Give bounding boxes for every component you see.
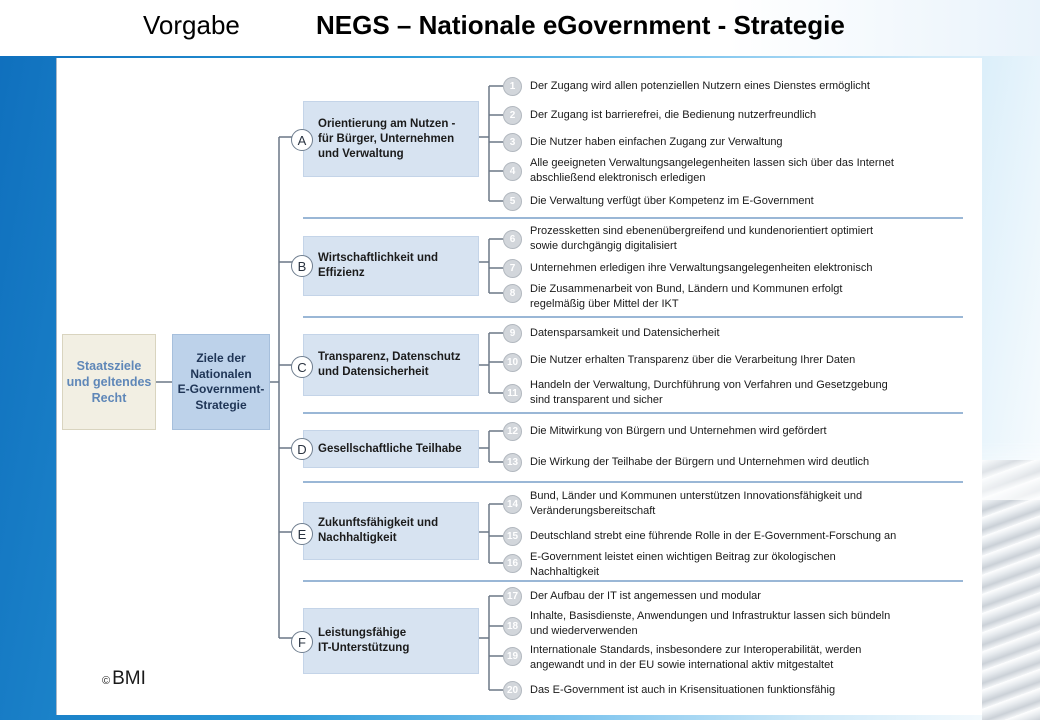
item-text: Deutschland strebt eine führende Rolle in der E-Government-Forschung an [530,530,897,542]
item-text: Handeln der Verwaltung, Durchführung von Verfahren und Gesetzgebung sind transparent und sicher [530,379,888,406]
item-text: Prozessketten sind ebenenübergreifend und kundenorientiert optimiert sowie durchgängig digitalisiert [530,225,874,252]
item-number: 2 [503,106,522,125]
item-text: Internationale Standards, insbesondere zur Interoperabilität, werden angewandt und in der EU sowie international aktiv mitgestaltet [530,644,862,671]
item-number: 16 [503,554,522,573]
category-letter-b: B [291,255,313,277]
category-letter-d: D [291,438,313,460]
category-separator [303,316,963,318]
item-number: 7 [503,259,522,278]
item-text: Die Nutzer haben einfachen Zugang zur Verwaltung [530,136,783,148]
item-number: 5 [503,192,522,211]
category-c-box: Transparenz, Datenschutz und Datensicherheit [303,334,479,396]
item-text: E-Government leistet einen wichtigen Beitrag zur ökologischen Nachhaltigkeit [530,551,836,578]
item-number: 8 [503,284,522,303]
item-text: Datensparsamkeit und Datensicherheit [530,327,720,339]
item-number: 6 [503,230,522,249]
category-f-box: Leistungsfähige IT-Unterstützung [303,608,479,674]
item-text: Bund, Länder und Kommunen unterstützen Innovationsfähigkeit und Veränderungsbereitschaft [530,490,863,517]
strategy-diagram [56,58,982,715]
category-e-box: Zukunftsfähigkeit und Nachhaltigkeit [303,502,479,560]
item-number: 10 [503,353,522,372]
item-number: 20 [503,681,522,700]
copyright-notice [102,668,146,690]
item-text: Der Zugang ist barrierefrei, die Bedienung nutzerfreundlich [530,109,817,121]
item-text: Die Zusammenarbeit von Bund, Ländern und Kommunen erfolgt regelmäßig über Mittel der IKT [530,283,843,310]
item-number: 18 [503,617,522,636]
category-separator [303,481,963,483]
category-letter-f: F [291,631,313,653]
item-number: 1 [503,77,522,96]
category-letter-a: A [291,129,313,151]
slide-title: NEGS – Nationale eGovernment - Strategie [316,10,845,40]
category-b-box: Wirtschaftlichkeit und Effizienz [303,236,479,296]
state-goals-box: Staatsziele und geltendes Recht [62,334,156,430]
item-number: 11 [503,384,522,403]
item-text: Die Verwaltung verfügt über Kompetenz im E-Government [530,195,814,207]
category-letter-c: C [291,356,313,378]
copyright-symbol: © [102,675,111,687]
item-text: Unternehmen erledigen ihre Verwaltungsangelegenheiten elektronisch [530,262,873,274]
national-goals-box: Ziele der Nationalen E-Government- Strategie [172,334,270,430]
item-number: 3 [503,133,522,152]
category-separator [303,217,963,219]
item-number: 9 [503,324,522,343]
copyright-holder: BMI [112,668,146,689]
item-text: Die Wirkung der Teilhabe der Bürgern und Unternehmen wird deutlich [530,456,870,468]
item-number: 14 [503,495,522,514]
item-text: Die Nutzer erhalten Transparenz über die Verarbeitung Ihrer Daten [530,354,856,366]
item-text: Der Aufbau der IT ist angemessen und modular [530,590,761,602]
item-number: 17 [503,587,522,606]
category-a-box: Orientierung am Nutzen - für Bürger, Unternehmen und Verwaltung [303,101,479,177]
item-text: Das E-Government ist auch in Krisensituationen funktionsfähig [530,684,836,696]
item-number: 12 [503,422,522,441]
category-separator [303,412,963,414]
category-letter-e: E [291,523,313,545]
item-number: 19 [503,647,522,666]
item-number: 15 [503,527,522,546]
slide-title-label: Vorgabe [143,10,240,40]
category-d-box: Gesellschaftliche Teilhabe [303,430,479,468]
category-separator [303,580,963,582]
decorative-graphic [982,460,1040,720]
item-text: Alle geeigneten Verwaltungsangelegenheiten lassen sich über das Internet abschließend elektronisch erledigen [530,157,894,184]
item-text: Die Mitwirkung von Bürgern und Unternehmen wird gefördert [530,425,827,437]
item-text: Der Zugang wird allen potenziellen Nutzern eines Dienstes ermöglicht [530,80,870,92]
item-number: 4 [503,162,522,181]
item-text: Inhalte, Basisdienste, Anwendungen und Infrastruktur lassen sich bündeln und wiederverwenden [530,610,891,637]
item-number: 13 [503,453,522,472]
